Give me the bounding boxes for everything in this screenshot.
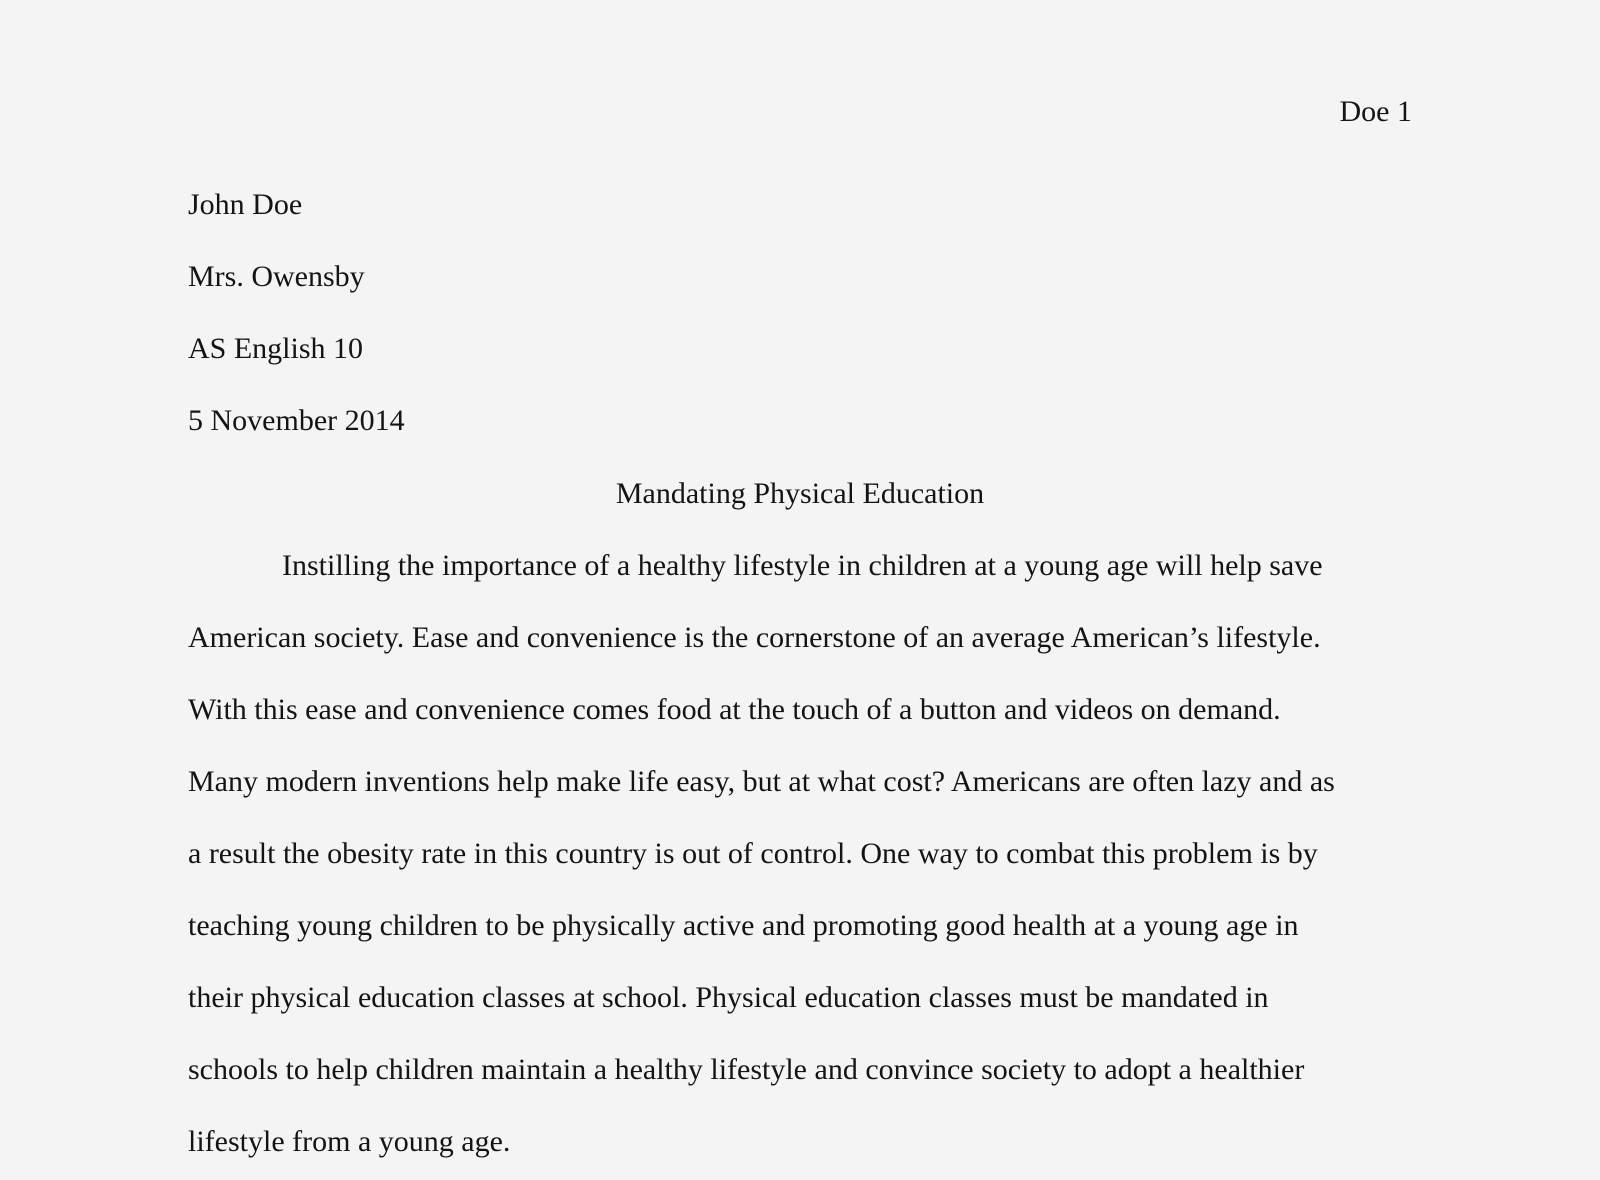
paragraph-line: Many modern inventions help make life easy, but at what cost? Americans are often lazy and as xyxy=(188,765,1335,798)
paragraph-line: a result the obesity rate in this country is out of control. One way to combat this problem is by xyxy=(188,837,1318,870)
document-date: 5 November 2014 xyxy=(188,404,405,437)
paragraph-line: With this ease and convenience comes food at the touch of a button and videos on demand. xyxy=(188,693,1281,726)
paragraph-line: American society. Ease and convenience is the cornerstone of an average American’s lifestyle. xyxy=(188,621,1321,654)
document-title: Mandating Physical Education xyxy=(615,477,985,510)
student-name: John Doe xyxy=(188,188,303,221)
paragraph-line: their physical education classes at school. Physical education classes must be mandated in xyxy=(188,981,1269,1014)
body-paragraph xyxy=(188,548,1335,1180)
paragraph-line: Instilling the importance of a healthy lifestyle in children at a young age will help save xyxy=(282,549,1323,582)
paragraph-line: teaching young children to be physically active and promoting good health at a young age in xyxy=(188,909,1299,942)
course-name: AS English 10 xyxy=(188,332,364,365)
instructor-name: Mrs. Owensby xyxy=(188,260,365,293)
mla-heading-block xyxy=(188,187,405,475)
running-head-page-number: Doe 1 xyxy=(1339,95,1412,128)
paragraph-line: lifestyle from a young age. xyxy=(188,1125,511,1158)
paragraph-line: schools to help children maintain a healthy lifestyle and convince society to adopt a healthier xyxy=(188,1053,1305,1086)
